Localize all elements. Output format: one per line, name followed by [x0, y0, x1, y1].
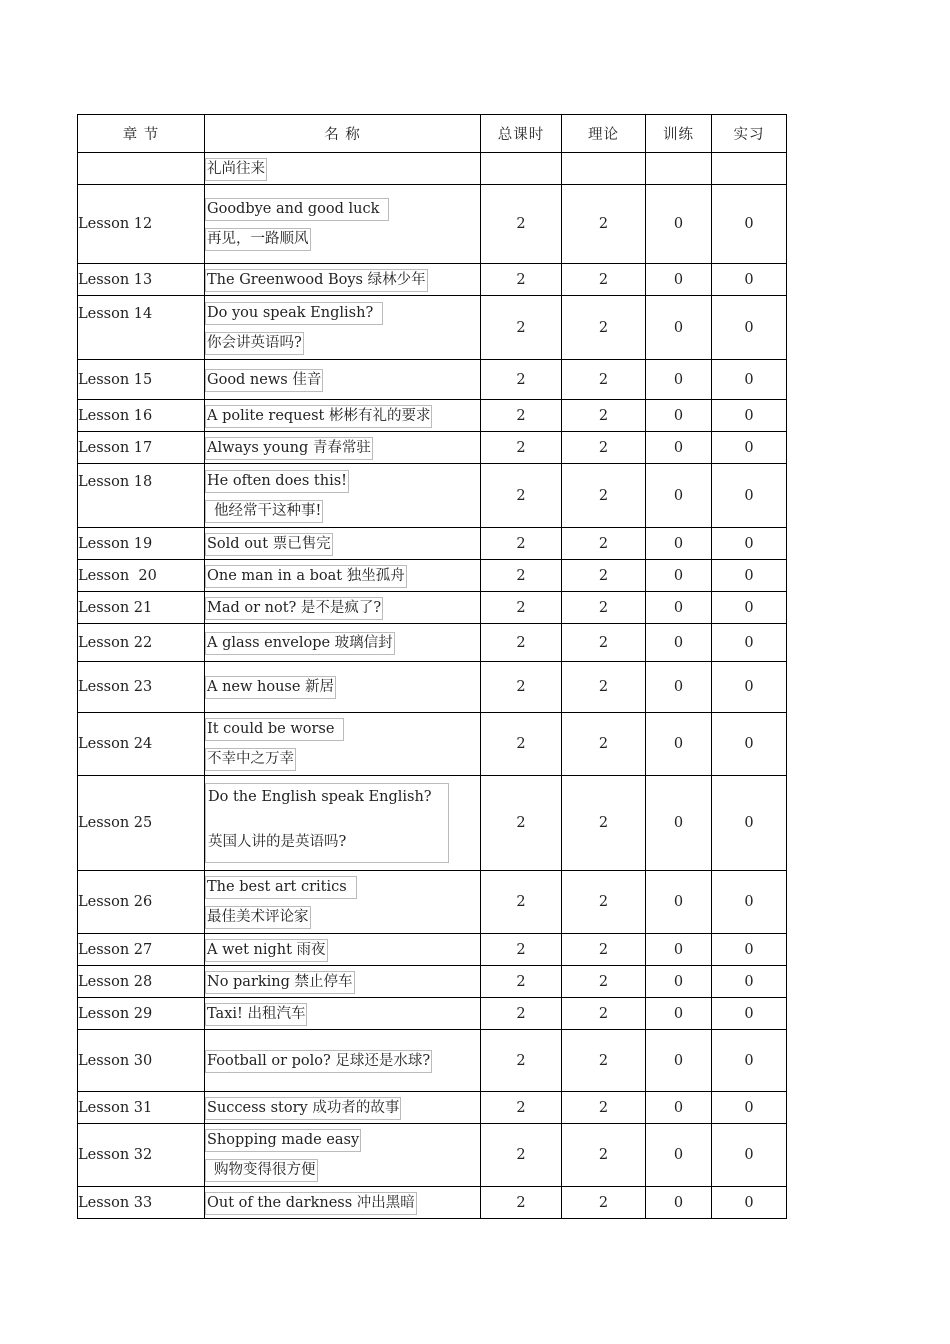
- table-row: [78, 966, 787, 998]
- lesson-name-cell: [205, 776, 481, 871]
- chapter-cell: Lesson 29: [78, 998, 205, 1030]
- practice-cell: 0: [712, 624, 787, 662]
- lesson-name-cell: [205, 624, 481, 662]
- lesson-title-box: [205, 783, 449, 863]
- lesson-title-line: Out of the darkness 冲出黑暗: [205, 1192, 417, 1215]
- training-cell: 0: [646, 185, 712, 264]
- theory-cell: 2: [562, 592, 646, 624]
- chapter-cell: Lesson 16: [78, 400, 205, 432]
- training-cell: 0: [646, 296, 712, 360]
- lesson-name-cell: [205, 998, 481, 1030]
- lesson-title-line: Shopping made easy: [205, 1129, 361, 1152]
- total-hours-cell: 2: [481, 1124, 562, 1187]
- theory-cell: 2: [562, 776, 646, 871]
- training-cell: 0: [646, 464, 712, 528]
- theory-cell: 2: [562, 871, 646, 934]
- lesson-title-line: 他经常干这种事!: [205, 500, 323, 523]
- total-hours-cell: 2: [481, 560, 562, 592]
- chapter-cell: Lesson 33: [78, 1187, 205, 1219]
- lesson-title-line: Do you speak English?: [205, 302, 383, 325]
- total-hours-cell: 2: [481, 998, 562, 1030]
- training-cell: 0: [646, 432, 712, 464]
- table-row: [78, 998, 787, 1030]
- header-chapter: 章 节: [78, 115, 205, 153]
- practice-cell: 0: [712, 1030, 787, 1092]
- chapter-cell: Lesson 19: [78, 528, 205, 560]
- total-hours-cell: 2: [481, 966, 562, 998]
- lesson-name-cell: [205, 592, 481, 624]
- lesson-title-line: Do the English speak English?: [208, 789, 432, 805]
- spacer: [208, 809, 432, 831]
- lesson-name-cell: [205, 400, 481, 432]
- total-hours-cell: [481, 153, 562, 185]
- lesson-title-line: 购物变得很方便: [205, 1159, 318, 1182]
- practice-cell: 0: [712, 998, 787, 1030]
- practice-cell: 0: [712, 400, 787, 432]
- practice-cell: 0: [712, 560, 787, 592]
- chapter-cell: Lesson 14: [78, 296, 205, 360]
- theory-cell: 2: [562, 934, 646, 966]
- header-training: 训练: [646, 115, 712, 153]
- theory-cell: 2: [562, 1187, 646, 1219]
- lesson-title-line: Success story 成功者的故事: [205, 1097, 401, 1120]
- total-hours-cell: 2: [481, 592, 562, 624]
- theory-cell: 2: [562, 400, 646, 432]
- lesson-name-cell: [205, 1124, 481, 1187]
- theory-cell: 2: [562, 1124, 646, 1187]
- theory-cell: 2: [562, 662, 646, 713]
- practice-cell: 0: [712, 966, 787, 998]
- training-cell: 0: [646, 1124, 712, 1187]
- lesson-title-line: A wet night 雨夜: [205, 939, 328, 962]
- lesson-title-line: Always young 青春常驻: [205, 437, 373, 460]
- training-cell: 0: [646, 966, 712, 998]
- lesson-title-line: One man in a boat 独坐孤舟: [205, 565, 407, 588]
- table-row: [78, 1187, 787, 1219]
- total-hours-cell: 2: [481, 528, 562, 560]
- lesson-title-line: 最佳美术评论家: [205, 906, 311, 929]
- lesson-name-cell: [205, 264, 481, 296]
- training-cell: 0: [646, 264, 712, 296]
- theory-cell: 2: [562, 296, 646, 360]
- chapter-cell: Lesson 31: [78, 1092, 205, 1124]
- header-row: [78, 115, 787, 153]
- table-row: [78, 400, 787, 432]
- practice-cell: 0: [712, 592, 787, 624]
- practice-cell: 0: [712, 713, 787, 776]
- chapter-cell: Lesson 30: [78, 1030, 205, 1092]
- practice-cell: [712, 153, 787, 185]
- header-practice: 实习: [712, 115, 787, 153]
- total-hours-cell: 2: [481, 624, 562, 662]
- lesson-name-cell: [205, 1030, 481, 1092]
- lesson-title-line: 你会讲英语吗?: [205, 332, 304, 355]
- lesson-name-cell: [205, 296, 481, 360]
- theory-cell: 2: [562, 432, 646, 464]
- training-cell: 0: [646, 998, 712, 1030]
- total-hours-cell: 2: [481, 464, 562, 528]
- training-cell: 0: [646, 662, 712, 713]
- table-row: [78, 662, 787, 713]
- lesson-title-line: He often does this!: [205, 470, 349, 493]
- lesson-name-cell: [205, 432, 481, 464]
- practice-cell: 0: [712, 1187, 787, 1219]
- theory-cell: 2: [562, 528, 646, 560]
- chapter-cell: Lesson 15: [78, 360, 205, 400]
- lesson-name-cell: [205, 966, 481, 998]
- total-hours-cell: 2: [481, 432, 562, 464]
- table-row: [78, 871, 787, 934]
- practice-cell: 0: [712, 432, 787, 464]
- table-row: [78, 432, 787, 464]
- chapter-cell: [78, 153, 205, 185]
- total-hours-cell: 2: [481, 264, 562, 296]
- total-hours-cell: 2: [481, 185, 562, 264]
- practice-cell: 0: [712, 934, 787, 966]
- chapter-cell: Lesson 18: [78, 464, 205, 528]
- lesson-title-line: 再见，一路顺风: [205, 228, 311, 251]
- table-row: [78, 713, 787, 776]
- practice-cell: 0: [712, 528, 787, 560]
- training-cell: 0: [646, 871, 712, 934]
- training-cell: 0: [646, 560, 712, 592]
- total-hours-cell: 2: [481, 776, 562, 871]
- practice-cell: 0: [712, 776, 787, 871]
- training-cell: 0: [646, 1030, 712, 1092]
- lesson-title-line: Football or polo? 足球还是水球?: [205, 1050, 432, 1073]
- header-total-hours: 总课时: [481, 115, 562, 153]
- theory-cell: 2: [562, 1030, 646, 1092]
- total-hours-cell: 2: [481, 1187, 562, 1219]
- lesson-name-cell: [205, 464, 481, 528]
- theory-cell: 2: [562, 360, 646, 400]
- theory-cell: 2: [562, 624, 646, 662]
- total-hours-cell: 2: [481, 871, 562, 934]
- lesson-title-line: Good news 佳音: [205, 369, 323, 392]
- table-row: [78, 360, 787, 400]
- lesson-name-cell: [205, 1187, 481, 1219]
- lesson-name-cell: [205, 713, 481, 776]
- practice-cell: 0: [712, 360, 787, 400]
- training-cell: 0: [646, 592, 712, 624]
- chapter-cell: Lesson 26: [78, 871, 205, 934]
- total-hours-cell: 2: [481, 662, 562, 713]
- table-row: [78, 1124, 787, 1187]
- table-row: [78, 776, 787, 871]
- table-row: [78, 153, 787, 185]
- lesson-title-line: It could be worse: [205, 718, 344, 741]
- table-row: [78, 296, 787, 360]
- lesson-name-cell: [205, 662, 481, 713]
- chapter-cell: Lesson 24: [78, 713, 205, 776]
- chapter-cell: Lesson 27: [78, 934, 205, 966]
- lesson-title-line: A new house 新居: [205, 676, 336, 699]
- table-row: [78, 264, 787, 296]
- theory-cell: [562, 153, 646, 185]
- lesson-title-line: Sold out 票已售完: [205, 533, 333, 556]
- practice-cell: 0: [712, 185, 787, 264]
- chapter-cell: Lesson 17: [78, 432, 205, 464]
- chapter-cell: Lesson 23: [78, 662, 205, 713]
- lesson-title-line: 不幸中之万幸: [205, 748, 296, 771]
- lesson-name-cell: [205, 185, 481, 264]
- practice-cell: 0: [712, 464, 787, 528]
- lesson-name-cell: [205, 528, 481, 560]
- training-cell: 0: [646, 776, 712, 871]
- training-cell: 0: [646, 1187, 712, 1219]
- theory-cell: 2: [562, 998, 646, 1030]
- total-hours-cell: 2: [481, 713, 562, 776]
- theory-cell: 2: [562, 464, 646, 528]
- practice-cell: 0: [712, 1092, 787, 1124]
- header-name: 名 称: [205, 115, 481, 153]
- total-hours-cell: 2: [481, 296, 562, 360]
- lesson-name-cell: [205, 1092, 481, 1124]
- theory-cell: 2: [562, 185, 646, 264]
- lesson-name-cell: [205, 871, 481, 934]
- lesson-name-cell: [205, 560, 481, 592]
- practice-cell: 0: [712, 296, 787, 360]
- chapter-cell: Lesson 22: [78, 624, 205, 662]
- table-row: [78, 934, 787, 966]
- lesson-title-line: No parking 禁止停车: [205, 971, 355, 994]
- lesson-name-cell: [205, 934, 481, 966]
- theory-cell: 2: [562, 713, 646, 776]
- chapter-cell: Lesson 28: [78, 966, 205, 998]
- chapter-cell: Lesson 25: [78, 776, 205, 871]
- training-cell: 0: [646, 360, 712, 400]
- lesson-title-line: A glass envelope 玻璃信封: [205, 632, 395, 655]
- lesson-title-line: A polite request 彬彬有礼的要求: [205, 405, 432, 428]
- table-row: [78, 1030, 787, 1092]
- chapter-cell: Lesson 13: [78, 264, 205, 296]
- training-cell: 0: [646, 400, 712, 432]
- lesson-name-cell: [205, 360, 481, 400]
- training-cell: 0: [646, 934, 712, 966]
- lesson-title-line: The Greenwood Boys 绿林少年: [205, 269, 428, 292]
- training-cell: 0: [646, 528, 712, 560]
- lesson-title-line: Goodbye and good luck: [205, 198, 389, 221]
- table-row: [78, 1092, 787, 1124]
- training-cell: 0: [646, 624, 712, 662]
- training-cell: [646, 153, 712, 185]
- practice-cell: 0: [712, 264, 787, 296]
- table-row: [78, 185, 787, 264]
- table-row: [78, 592, 787, 624]
- training-cell: 0: [646, 713, 712, 776]
- theory-cell: 2: [562, 1092, 646, 1124]
- practice-cell: 0: [712, 1124, 787, 1187]
- lesson-title-line: 礼尚往来: [205, 158, 267, 181]
- table-row: [78, 624, 787, 662]
- total-hours-cell: 2: [481, 934, 562, 966]
- lesson-title-line: Taxi! 出租汽车: [205, 1003, 307, 1026]
- lesson-title-line: Mad or not? 是不是疯了?: [205, 597, 383, 620]
- table-row: [78, 464, 787, 528]
- chapter-cell: Lesson 12: [78, 185, 205, 264]
- training-cell: 0: [646, 1092, 712, 1124]
- total-hours-cell: 2: [481, 1030, 562, 1092]
- header-theory: 理论: [562, 115, 646, 153]
- total-hours-cell: 2: [481, 360, 562, 400]
- theory-cell: 2: [562, 560, 646, 592]
- practice-cell: 0: [712, 871, 787, 934]
- total-hours-cell: 2: [481, 1092, 562, 1124]
- chapter-cell: Lesson 20: [78, 560, 205, 592]
- total-hours-cell: 2: [481, 400, 562, 432]
- lesson-title-line: 英国人讲的是英语吗?: [208, 834, 347, 850]
- table-row: [78, 528, 787, 560]
- course-schedule-table: [77, 114, 787, 1219]
- chapter-cell: Lesson 32: [78, 1124, 205, 1187]
- theory-cell: 2: [562, 966, 646, 998]
- practice-cell: 0: [712, 662, 787, 713]
- lesson-title-line: The best art critics: [205, 876, 357, 899]
- lesson-name-cell: [205, 153, 481, 185]
- chapter-cell: Lesson 21: [78, 592, 205, 624]
- table-row: [78, 560, 787, 592]
- theory-cell: 2: [562, 264, 646, 296]
